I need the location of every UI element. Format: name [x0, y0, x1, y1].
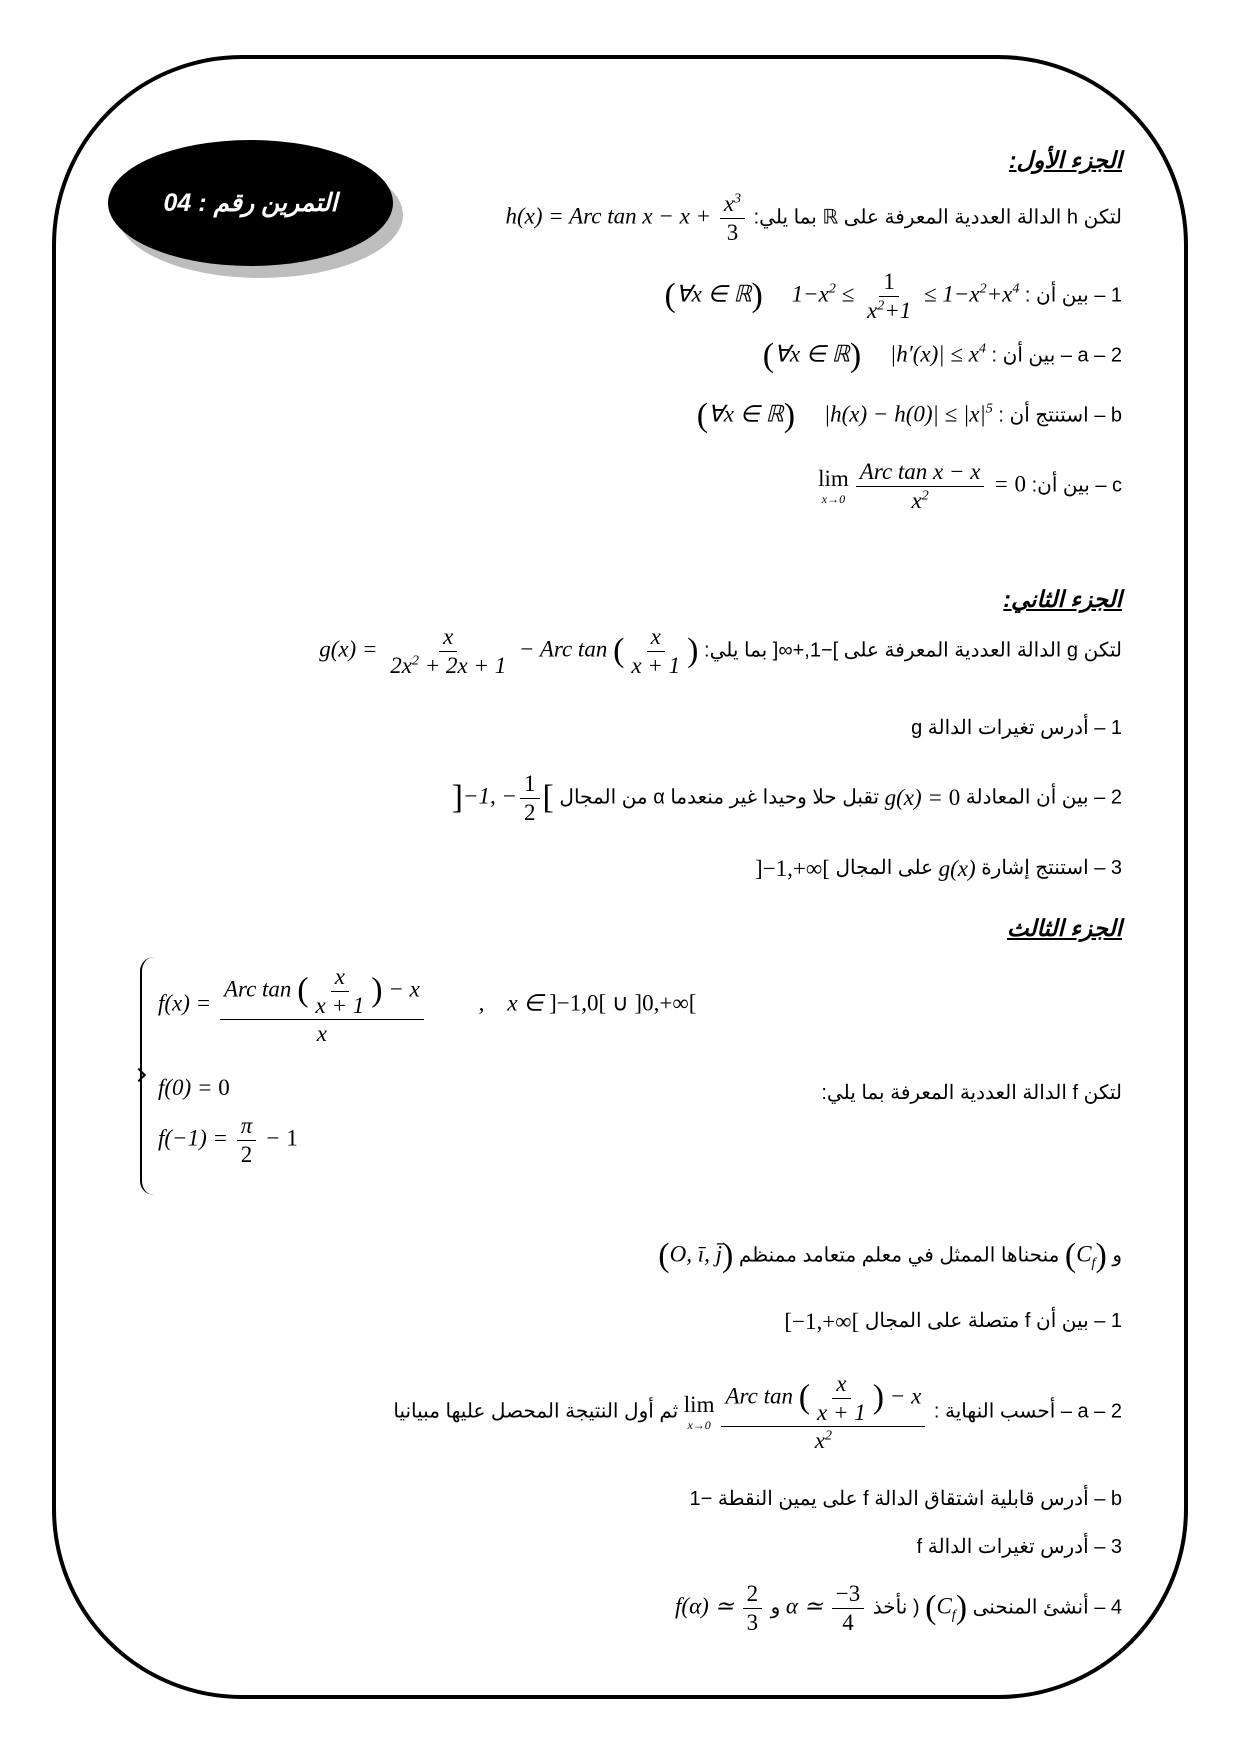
interval-domain: ]−1,+∞[	[755, 855, 830, 881]
h-definition: h(x) = Arc tan x − x + $\frac{x^3}{3}$	[505, 190, 748, 246]
part1-q2a	[763, 337, 1122, 375]
interval-alpha: ]−1, − $\frac{1}{2}$ [	[451, 771, 554, 825]
f-case-3: f(−1) = $\frac{\pi}{2}$ − 1	[158, 1113, 298, 1167]
part2-q3-pre: 3 – استنتج إشارة	[981, 857, 1122, 879]
part3-q2a-post: ثم أول النتيجة المحصل عليها مبيانيا	[393, 1400, 679, 1423]
part2-q1: 1 – أدرس تغيرات الدالة g	[911, 717, 1122, 739]
inequality-2b: (∀x ∈ ℝ) $|h(x) - h(0)| \le |x|^5$	[696, 397, 993, 434]
inequality-2a: (∀x ∈ ℝ) $|h'(x)| \le x^4$	[762, 337, 986, 374]
part1-q2c-label: c – بين أن:	[1031, 474, 1122, 497]
part3-q3: 3 – أدرس تغيرات الدالة f	[916, 1536, 1122, 1558]
g-of-x: g(x)	[938, 855, 976, 881]
limit-2a: lim x→0 Arc tan ( $\frac{x}{x + 1}$ ) − x $x^2$	[684, 1370, 929, 1455]
part1-q1-label: 1 – بين أن :	[1024, 284, 1122, 307]
part3-heading: الجزء الثالث	[1006, 915, 1122, 941]
f-case-2: f(0) = 0	[158, 1075, 230, 1100]
f-alpha-approx: f(α) ≃ $\frac{2}{3}$	[675, 1580, 765, 1636]
part3-curve-post: منحناها الممثل في معلم متعامد ممنظم	[738, 1244, 1060, 1267]
part1-heading: الجزء الأول:	[1008, 147, 1122, 173]
part3-q4-pre: 4 – أنشئ المنحنى	[972, 1596, 1122, 1619]
curve-cf: $(C_f)$	[1064, 1237, 1107, 1274]
part2-q2-pre: 2 – بين أن المعادلة	[965, 786, 1122, 809]
part3-intro: لتكن f الدالة العددية المعرفة بما يلي:	[821, 1082, 1122, 1104]
part1-q2b	[697, 397, 1122, 435]
part1-q1	[665, 268, 1122, 324]
part3-curve-pre: و	[1112, 1244, 1122, 1267]
part1-q2a-label: 2 – a – بين أن :	[991, 344, 1122, 367]
part3-q1	[784, 1308, 1122, 1335]
part3-q4-and: و	[770, 1596, 781, 1619]
part3-q4-take: ( نأخذ	[872, 1596, 920, 1619]
part1-intro-text: لتكن h الدالة العددية المعرفة على ℝ بما يلي:	[753, 206, 1122, 229]
frame-oij: (O, ī, j̄)	[658, 1237, 734, 1274]
interval-continuity: [−1,+∞[	[784, 1308, 860, 1334]
part3-q2a	[393, 1370, 1122, 1455]
part3-q1-pre: 1 – بين أن f متصلة على المجال	[864, 1310, 1122, 1332]
f-case-1: f(x) = Arc tan ( $\frac{x}{x + 1}$ ) − x x , x ∈ ]−1,0[ ∪ ]0,+∞[	[158, 964, 697, 1047]
part3-curve	[658, 1237, 1122, 1275]
part3-q4	[675, 1580, 1122, 1636]
part2-q2-post: تقبل حلا وحيدا غير منعدما α من المجال	[559, 786, 880, 809]
part1-intro	[505, 190, 1122, 246]
equation-g: g(x) = 0	[884, 785, 961, 811]
part2-intro-text: لتكن g الدالة العددية المعرفة على ]−1,+∞[ بما يلي:	[704, 639, 1122, 662]
part2-q3-post: على المجال	[835, 857, 934, 879]
part1-q2c	[818, 458, 1122, 514]
inequality-1: (∀x ∈ ℝ) $1-x^2$ ≤ $\frac{1}{x^2+1}$ ≤ $1-x^2+x^4$	[664, 269, 1020, 323]
limit-2c: lim x→0 $\frac{\text{Arc tan x − x}}{x^2}$ = 0	[818, 459, 1027, 513]
part2-q3	[755, 855, 1122, 882]
part3-q2b: b – أدرس قابلية اشتقاق الدالة f على يمين النقطة −1	[689, 1488, 1122, 1510]
curve-cf-2: $(C_f)$	[925, 1589, 968, 1627]
part1-q2b-label: b – استنتج أن :	[998, 404, 1122, 427]
g-definition: g(x) = $\frac{x}{2x^2 + 2x + 1}$ − Arc tan ( $\frac{x}{x + 1}$ )	[319, 624, 699, 678]
part3-q2a-pre: 2 – a – أحسب النهاية :	[933, 1400, 1122, 1423]
part2-intro	[319, 623, 1122, 679]
exercise-badge: التمرين رقم : 04	[108, 140, 393, 266]
part2-q2	[452, 770, 1122, 826]
part2-heading: الجزء الثاني:	[1003, 586, 1122, 612]
alpha-approx: α ≃ $\frac{-3}{4}$	[786, 1580, 867, 1636]
